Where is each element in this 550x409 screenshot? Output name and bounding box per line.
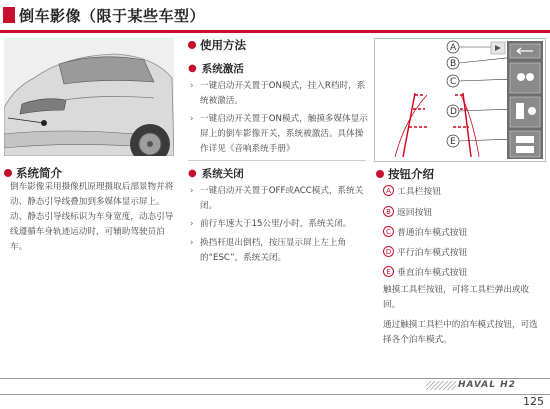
button-legend-item — [383, 225, 467, 238]
callout-c: C — [450, 77, 457, 87]
heading-dot-icon — [376, 170, 384, 178]
sub-bullet-icon: ● — [188, 63, 197, 74]
deactivation-heading — [188, 166, 244, 181]
activation-item — [190, 112, 368, 157]
activation-heading-text: 系统激活 — [201, 63, 244, 75]
activation-item — [190, 79, 368, 109]
button-legend-label: 平行泊车模式按钮 — [397, 248, 468, 258]
activation-heading — [188, 61, 244, 76]
activation-item-text: 一键启动开关置于ON模式，挂入R档时，系统被激活。 — [200, 81, 366, 106]
callout-d: D — [450, 107, 457, 117]
deactivation-item — [190, 184, 368, 214]
footer-rule — [0, 378, 550, 379]
button-legend-label: 返回按钮 — [397, 208, 433, 218]
title-marker — [3, 7, 15, 23]
footer-hatch — [426, 381, 456, 390]
heading-dot-icon — [4, 169, 12, 177]
button-legend-item — [383, 205, 432, 218]
deactivation-item — [190, 236, 368, 266]
display-illustration — [375, 39, 545, 161]
reverse-camera-display-diagram — [374, 38, 546, 162]
page-title-bar — [0, 3, 550, 27]
deactivation-heading-text: 系统关闭 — [201, 168, 244, 180]
chevron-right-icon: › — [190, 219, 194, 229]
marker-d: D — [383, 246, 394, 257]
button-legend-item — [383, 265, 467, 278]
footer-band — [0, 394, 550, 395]
callout-a: A — [450, 43, 457, 53]
brand-logo: HAVAL H2 — [458, 380, 516, 390]
activation-item-text: 一键启动开关置于ON模式，触摸多媒体显示屏上的倒车影像开关，系统被激活。具体操作详见《音响系统手册》 — [200, 114, 368, 154]
chevron-right-icon: › — [190, 114, 194, 124]
intro-heading-text: 系统简介 — [16, 166, 62, 180]
marker-e: E — [383, 266, 394, 277]
deactivation-item — [190, 217, 368, 232]
button-legend-item — [383, 245, 467, 258]
page-number: 125 — [523, 395, 544, 408]
chevron-right-icon: › — [190, 238, 194, 248]
button-legend-label: 工具栏按钮 — [397, 187, 441, 197]
buttons-heading-text: 按钮介绍 — [388, 167, 434, 181]
deactivation-item-text: 一键启动开关置于OFF或ACC模式，系统关闭。 — [200, 186, 364, 211]
button-legend-label: 垂直泊车模式按钮 — [397, 268, 468, 278]
deactivation-item-text: 换挡杆退出倒档，按压显示屏上左上角的“ESC”，系统关闭。 — [200, 238, 347, 263]
marker-b: B — [383, 206, 394, 217]
buttons-note-1: 触摸工具栏按钮，可将工具栏弹出或收回。 — [383, 285, 530, 310]
buttons-note-2: 通过触摸工具栏中的泊车模式按钮，可选择各个泊车模式。 — [383, 320, 538, 345]
page-title: 倒车影像（限于某些车型） — [19, 6, 206, 25]
deactivation-item-text: 前行车速大于15公里/小时，系统关闭。 — [200, 219, 352, 229]
callout-b: B — [450, 59, 457, 69]
car-rear-illustration — [4, 38, 174, 156]
chevron-right-icon: › — [190, 81, 194, 91]
usage-heading-text: 使用方法 — [200, 38, 246, 52]
title-rule — [0, 30, 550, 33]
buttons-heading — [376, 166, 434, 182]
marker-a: A — [383, 185, 394, 196]
chevron-right-icon: › — [190, 186, 194, 196]
car-rear-photo — [4, 38, 174, 156]
sub-bullet-icon: ● — [188, 168, 197, 179]
button-legend-item — [383, 184, 441, 197]
intro-heading — [4, 165, 62, 181]
usage-heading — [188, 37, 246, 53]
intro-body: 倒车影像采用摄像机原理摄取后部景物并将动、静态引导线叠加到多媒体显示屏上。动、静态引导线标识为车身宽度，动态引导线遵循车身轨迹运动时，可辅助驾驶员泊车。 — [10, 182, 174, 252]
marker-c: C — [383, 226, 394, 237]
callout-e: E — [450, 137, 456, 147]
button-legend-label: 普通泊车模式按钮 — [397, 228, 468, 238]
heading-dot-icon — [188, 41, 196, 49]
divider — [188, 160, 366, 161]
